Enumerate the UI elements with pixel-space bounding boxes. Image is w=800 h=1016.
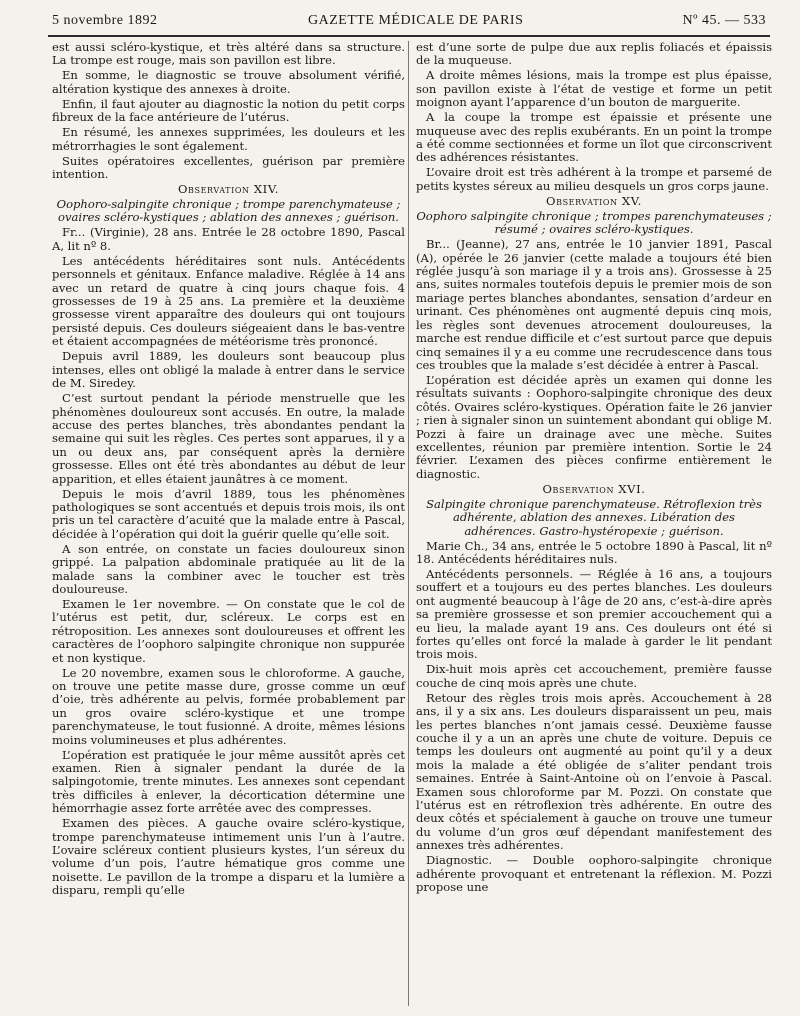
page-header: [52, 11, 766, 31]
paragraph: L’opération est décidée après un examen qui donne les résultats suivants : Oophoro-salpingite chronique des deux côtés. Ovaires scléro-kystiques. Opération faite le 26 janvier ; rien à signaler sinon un suintement abondant qui oblige M. Pozzi à faire un drainage avec une mèche. Suites excellentes, réunion par première intention. Sortie le 24 février. L’examen des pièces confirme entièrement le diagnostic.: [416, 372, 772, 481]
paragraph: Antécédents personnels. — Réglée à 16 ans, a toujours souffert et a toujours eu des pertes blanches. Les douleurs ont augmenté beaucoup à l’âge de 20 ans, c’est-à-dire après sa première grossesse et son premier accouchement qui a eu lieu, la malade ayant 19 ans. Ces douleurs ont été si fortes qu’elles ont forcé la malade à garder le lit pendant trois mois.: [416, 566, 772, 662]
paragraph: Le 20 novembre, examen sous le chloroforme. A gauche, on trouve une petite masse dure, grosse comme un œuf d’oie, très adhérente au pelvis, formée probablement par un gros ovaire scléro-kystique et une trompe parenchymateuse, le tout fusionné. A droite, mêmes lésions moins volumineuses et plus adhérentes.: [52, 665, 405, 747]
paragraph: Examen des pièces. A gauche ovaire scléro-kystique, trompe parenchymateuse intimement unis l’un à l’autre. L’ovaire scléreux contient plusieurs kystes, l’un séreux du volume d’un pois, l’autre hématique gros comme une noisette. Le pavillon de la trompe a disparu et la lumière a disparu, rempli qu’elle: [52, 816, 405, 898]
observation-heading: Observation XVI.: [542, 481, 646, 496]
paragraph: Depuis avril 1889, les douleurs sont beaucoup plus intenses, elles ont obligé la malade à entrer dans le service de M. Siredey.: [52, 349, 405, 391]
column-divider: [408, 41, 409, 1006]
paragraph: A son entrée, on constate un facies douloureux sinon grippé. La palpation abdominale pratiquée au lit de la malade sans la combiner avec le toucher est très douloureuse.: [52, 541, 405, 596]
paragraph: Suites opératoires excellentes, guérison par première intention.: [52, 153, 405, 182]
paragraph: Br... (Jeanne), 27 ans, entrée le 10 janvier 1891, Pascal (A), opérée le 26 janvier (cette malade a toujours été bien réglée jusqu’à son mariage il y a trois ans). Grossesse à 25 ans, suites normales toutefois depuis le premier mois de son mariage pertes blanches abondantes, sensation d’ardeur en urinant. Ces phénomènes ont augmenté depuis cinq mois, les règles sont devenues atrocement douloureuses, la marche est rendue difficile et c’est surtout parce que depuis cinq semaines il y a eu comme une recrudescence dans tous ces troubles que la malade s’est décidée à entrer à Pascal.: [416, 237, 772, 372]
issue-number: Nº 45. — 533: [682, 13, 766, 28]
right-column: [416, 41, 772, 896]
paragraph: Retour des règles trois mois après. Accouchement à 28 ans, il y a six ans. Les douleurs disparaissent un peu, mais les pertes blanches n’ont jamais cessé. Deuxième fausse couche il y a un an après une chute de voiture. Depuis ce temps les douleurs ont augmenté au point qu’il y a deux mois la malade a été obligée de s’aliter pendant trois semaines. Entrée à Saint-Antoine où on l’envoie à Pascal. Examen sous chloroforme par M. Pozzi. On constate que l’utérus est en rétroflexion très adhérente. En outre des deux côtés et spécialement à gauche on trouve une tumeur du volume d’un gros œuf dépendant manifestement des annexes très adhérentes.: [416, 690, 772, 853]
observation-summary: Oophoro-salpingite chronique ; trompe parenchymateuse ; ovaires scléro-kystiques ; ablation des annexes ; guérison.: [56, 197, 401, 225]
paragraph: A droite mêmes lésions, mais la trompe est plus épaisse, son pavillon existe à l’état de vestige et forme un petit moignon ayant l’apparence d’un bouton de marguerite.: [416, 68, 772, 110]
left-column: [52, 41, 405, 899]
observation-heading: Observation XV.: [546, 193, 642, 208]
observation-heading: Observation XIV.: [177, 182, 280, 197]
paragraph: Marie Ch., 34 ans, entrée le 5 octobre 1890 à Pascal, lit nº 18. Antécédents héréditaires nuls.: [416, 538, 772, 566]
paragraph: L’opération est pratiquée le jour même aussitôt après cet examen. Rien à signaler pendant la durée de la salpingotomie, trente minutes. Les annexes sont cependant très difficiles à enlever, la décortication détermine une hémorrhagie assez forte arrêtée avec des compresses.: [52, 747, 405, 816]
observation-summary: Oophoro salpingite chronique ; trompes parenchymateuses ; résumé ; ovaires scléro-kystiques.: [416, 208, 772, 237]
paragraph: est aussi scléro-kystique, et très altéré dans sa structure. La trompe est rouge, mais son pavillon est libre.: [52, 40, 405, 68]
paragraph: Fr... (Virginie), 28 ans. Entrée le 28 octobre 1890, Pascal A, lit nº 8.: [52, 225, 405, 253]
paragraph: Enfin, il faut ajouter au diagnostic la notion du petit corps fibreux de la face antérieure de l’utérus.: [52, 96, 405, 125]
paragraph: Examen le 1er novembre. — On constate que le col de l’utérus est petit, dur, scléreux. Le corps est en rétroposition. Les annexes sont douloureuses et offrent les caractères de l’oophoro salpingite chronique non suppurée et non kystique.: [52, 596, 405, 665]
journal-title: GAZETTE MÉDICALE DE PARIS: [308, 13, 524, 28]
paragraph: A la coupe la trompe est épaissie et présente une muqueuse avec des replis exubérants. En un point la trompe a été comme sectionnées et forme un îlot que circonscrivent des adhérences résistantes.: [416, 110, 772, 165]
paragraph: L’ovaire droit est très adhérent à la trompe et parsemé de petits kystes séreux au milieu desquels un gros corps jaune.: [416, 165, 772, 193]
paragraph: Dix-huit mois après cet accouchement, première fausse couche de cinq mois après une chute.: [416, 662, 772, 690]
paragraph: En somme, le diagnostic se trouve absolument vérifié, altération kystique des annexes à droite.: [52, 68, 405, 96]
issue-date: 5 novembre 1892: [52, 13, 158, 28]
paragraph: Les antécédents héréditaires sont nuls. Antécédents personnels et génitaux. Enfance maladive. Réglée à 14 ans avec un retard de quatre à cinq jours chaque fois. 4 grossesses de 19 à 25 ans. La première et la deuxième grossesse virent apparaître des douleurs qui ont toujours persisté depuis. Ces douleurs siégeaient dans le bas-ventre et étaient accompagnées de météorisme très prononcé.: [52, 253, 405, 349]
observation-summary: Salpingite chronique parenchymateuse. Rétroflexion très adhérente, ablation des annexes. Libération des adhérences. Gastro-hystéropexie ; guérison.: [426, 496, 762, 538]
paragraph: En résumé, les annexes supprimées, les douleurs et les métrorrhagies le sont également.: [52, 125, 405, 153]
paragraph: est d’une sorte de pulpe due aux replis foliacés et épaissis de la muqueuse.: [416, 40, 772, 68]
paragraph: Diagnostic. — Double oophoro-salpingite chronique adhérente provoquant et entretenant la réflexion. M. Pozzi propose une: [416, 853, 772, 895]
paragraph: C’est surtout pendant la période menstruelle que les phénomènes douloureux sont accusés. En outre, la malade accuse des pertes blanches, très abondantes pendant la semaine qui suit les règles. Ces pertes sont apparues, il y a un ou deux ans, par conséquent après la dernière grossesse. Elles ont été très abondantes au début de leur apparition, et elles étaient jaunâtres à ce moment.: [52, 391, 405, 486]
header-rule: [48, 35, 770, 37]
paragraph: Depuis le mois d’avril 1889, tous les phénomènes pathologiques se sont accentués et depuis trois mois, ils ont pris un tel caractère d’acuité que la malade entre à Pascal, décidée à l’opération qui doit la guérir quelle qu’elle soit.: [52, 486, 405, 541]
